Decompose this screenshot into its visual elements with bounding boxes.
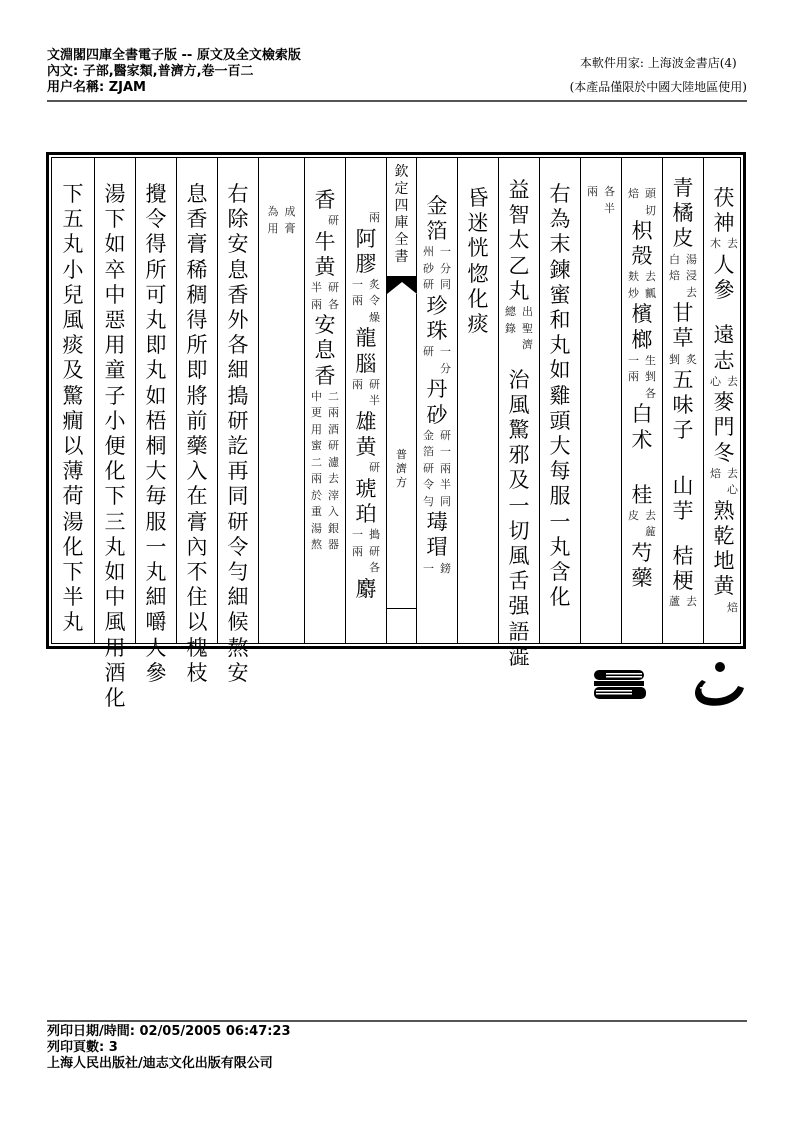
annotation — [704, 600, 744, 617]
text-column — [135, 158, 176, 685]
annotation — [305, 389, 345, 554]
annotation-left: 金箔研令勻 — [423, 428, 434, 508]
text-column — [662, 158, 703, 643]
licensee: 本軟件用家: 上海波金書店(4) — [579, 56, 737, 70]
annotation — [622, 353, 662, 403]
annotation-right: 出聖濟 — [522, 305, 533, 352]
annotation-left: 皮 — [628, 508, 639, 522]
main-text: 珍珠 — [426, 293, 448, 344]
main-text: 遠志 — [713, 323, 735, 373]
document-footer — [47, 1024, 291, 1072]
main-text: 金箔 — [426, 194, 448, 244]
annotation — [417, 561, 457, 578]
annotation-right: 湯浸去 — [686, 252, 697, 299]
annotation-left: 麸炒 — [628, 270, 639, 300]
annotation — [663, 594, 703, 611]
annotation-right: 研各 — [328, 281, 339, 311]
annotation — [346, 527, 386, 577]
annotation — [663, 352, 703, 369]
fishtail-notch-icon — [387, 282, 417, 294]
annotation — [305, 213, 345, 230]
annotation-left: 研 — [423, 345, 434, 359]
annotation-right: 去 — [686, 595, 697, 609]
main-text: 茯神 — [713, 186, 735, 236]
text-column — [94, 158, 135, 711]
text-column — [345, 158, 386, 643]
annotation-left — [352, 460, 363, 477]
text-column — [580, 158, 621, 643]
annotation-left: 一 — [423, 561, 434, 575]
text-column — [217, 158, 258, 685]
footer-divider — [47, 1020, 747, 1022]
text-column — [416, 158, 457, 643]
annotation-left: 白焙 — [669, 252, 680, 283]
fold-rule — [387, 608, 416, 609]
center-fold-column — [386, 158, 416, 643]
annotation-right: 一分同 — [440, 245, 451, 292]
annotation-left — [311, 213, 322, 230]
book-title: 欽定四庫全書 — [394, 164, 409, 265]
main-text: 麝 — [355, 576, 377, 601]
page-frame — [46, 152, 746, 711]
main-text: 五味子 — [672, 368, 694, 443]
annotation — [663, 252, 703, 302]
publisher-logos — [592, 660, 752, 710]
section-title: 普濟方 — [396, 448, 407, 489]
annotation-right: 去 — [727, 374, 738, 388]
annotation — [704, 466, 744, 499]
annotation-right: 搗研各 — [369, 528, 380, 575]
text-column — [258, 158, 304, 643]
annotation-left: 木 — [710, 237, 721, 251]
main-text: 枳殻 — [631, 219, 653, 269]
print-datetime: 列印日期/時間: 02/05/2005 06:47:23 — [47, 1024, 291, 1039]
annotation — [499, 304, 539, 354]
annotation-left: 州砂研 — [423, 245, 434, 292]
annotation-right: 去 — [727, 237, 738, 251]
main-text: 桂 — [631, 482, 653, 507]
spacer — [663, 524, 703, 544]
main-text: 右為末鍊蜜和丸如雞頭大每服一丸含化 — [549, 182, 571, 610]
spacer — [458, 176, 498, 186]
text-column — [498, 158, 539, 669]
main-text: 山芋 — [672, 473, 694, 523]
annotation-left: 兩 — [352, 377, 363, 391]
app-title: 文淵閣四庫全書電子版 -- 原文及全文檢索版 — [47, 48, 301, 63]
spacer — [704, 303, 744, 323]
annotation — [622, 186, 662, 219]
annotation — [622, 269, 662, 302]
annotation — [346, 460, 386, 477]
spacer — [622, 453, 662, 483]
annotation-right: 兩 — [369, 211, 380, 224]
main-text: 白术 — [631, 402, 653, 452]
main-text: 瑇瑁 — [426, 510, 448, 560]
text-column — [539, 158, 580, 643]
text-column — [621, 158, 662, 643]
publisher: 上海人民出版社/迪志文化出版有限公司 — [47, 1056, 273, 1071]
main-text: 芍藥 — [631, 540, 653, 591]
annotation — [259, 204, 304, 237]
main-text: 牛黄 — [314, 229, 336, 279]
main-text: 治風驚邪及一切風舌强語澁 — [508, 367, 530, 669]
annotation-left: 中更用蜜二兩於重湯熬 — [311, 389, 322, 552]
annotation — [346, 210, 386, 227]
main-text: 麥門冬 — [713, 390, 735, 465]
annotation-right: 鎊 — [440, 561, 451, 575]
annotation — [417, 428, 457, 511]
main-text: 阿膠 — [355, 226, 377, 276]
annotation-right: 研 — [328, 214, 339, 228]
main-text: 甘草 — [672, 301, 694, 351]
license-info — [570, 51, 747, 99]
annotation-right: 研半 — [369, 377, 380, 408]
main-text: 青橘皮 — [672, 176, 694, 251]
annotation-right: 炙令燥 — [369, 277, 380, 324]
annotation-left: 一兩 — [628, 353, 639, 384]
document-header — [47, 48, 301, 96]
main-text: 昏迷恍惚化痰 — [467, 186, 489, 337]
spacer — [663, 444, 703, 474]
annotation — [581, 184, 621, 217]
text-column — [457, 158, 498, 643]
annotation — [704, 374, 744, 391]
main-text: 檳榔 — [631, 302, 653, 352]
main-text: 香 — [314, 188, 336, 212]
main-text: 湯下如卒中惡用童子小便化下三丸如中風用酒化 — [104, 182, 126, 711]
annotation-right: 二兩酒研濾去滓入銀器 — [328, 389, 339, 552]
annotation-left: 半兩 — [311, 281, 322, 311]
annotation — [704, 236, 744, 253]
swirl-logo-icon — [695, 662, 744, 706]
annotation-right: 各半 — [604, 185, 615, 215]
annotation-right: 焙 — [727, 600, 738, 614]
main-text: 右除安息香外各細搗研訖再同研令勻細候熬安 — [227, 182, 249, 685]
annotation-left: 為用 — [267, 205, 279, 235]
annotation-right: 一分 — [440, 345, 451, 375]
print-pages: 列印頁數: 3 — [47, 1040, 118, 1055]
annotation-right: 研一兩半同 — [440, 428, 451, 508]
annotation-right: 頭切 — [645, 187, 656, 217]
annotation-left: 焙 — [710, 466, 721, 480]
user-name: 用户名稱: ZJAM — [47, 80, 146, 95]
spacer — [499, 354, 539, 368]
annotation — [417, 244, 457, 294]
header-divider — [47, 100, 747, 102]
annotation-left: 一兩 — [352, 277, 363, 308]
text-column — [52, 158, 94, 643]
main-text: 雄黄 — [355, 409, 377, 460]
annotation — [346, 377, 386, 410]
annotation-left: 焙 — [628, 187, 639, 200]
annotation-right: 生剉各 — [645, 353, 656, 400]
main-text: 熟乾地黄 — [713, 498, 735, 599]
annotation-right: 去瓤 — [645, 270, 656, 300]
main-text: 丹砂 — [426, 377, 448, 427]
main-text: 琥珀 — [355, 476, 377, 526]
text-column — [703, 158, 744, 643]
main-text: 龍腦 — [355, 326, 377, 376]
main-text: 下五丸小兒風痰及驚癇以薄荷湯化下半丸 — [62, 182, 84, 635]
main-text: 安息香 — [314, 313, 336, 388]
text-grid — [51, 157, 741, 711]
main-text: 攪令得所可丸即丸如梧桐大毎服一丸細嚼人參 — [145, 182, 167, 685]
main-text: 桔梗 — [672, 544, 694, 594]
content-path: 內文: 子部,醫家類,普濟方,卷一百二 — [47, 64, 254, 79]
annotation-left: 心 — [710, 374, 721, 388]
main-text: 益智太乙丸 — [508, 178, 530, 303]
annotation — [417, 344, 457, 377]
annotation-left — [710, 600, 721, 617]
main-text: 人參 — [713, 252, 735, 303]
annotation-left: 剉 — [669, 352, 680, 366]
annotation-left: 兩 — [587, 185, 598, 198]
annotation-left — [352, 210, 363, 227]
annotation-right: 炙 — [686, 352, 697, 366]
annotation-left: 蘆 — [669, 595, 680, 609]
spacer — [417, 186, 457, 194]
annotation-left: 一兩 — [352, 528, 363, 558]
annotation-right: 去麄 — [645, 508, 656, 539]
annotation — [346, 277, 386, 327]
annotation-left: 總錄 — [505, 305, 516, 335]
annotation — [622, 508, 662, 541]
annotation-right: 研 — [369, 461, 380, 475]
main-text: 息香膏稀稠得所即將前藥入在膏內不住以槐枝 — [186, 182, 208, 685]
annotation — [305, 280, 345, 313]
text-column — [304, 158, 345, 643]
annotation-right: 成膏 — [284, 205, 296, 235]
region-note: (本產品僅限於中國大陸地區使用) — [569, 80, 747, 94]
books-logo-icon — [594, 670, 646, 699]
annotation-right: 去心 — [727, 466, 738, 497]
text-column — [176, 158, 217, 685]
